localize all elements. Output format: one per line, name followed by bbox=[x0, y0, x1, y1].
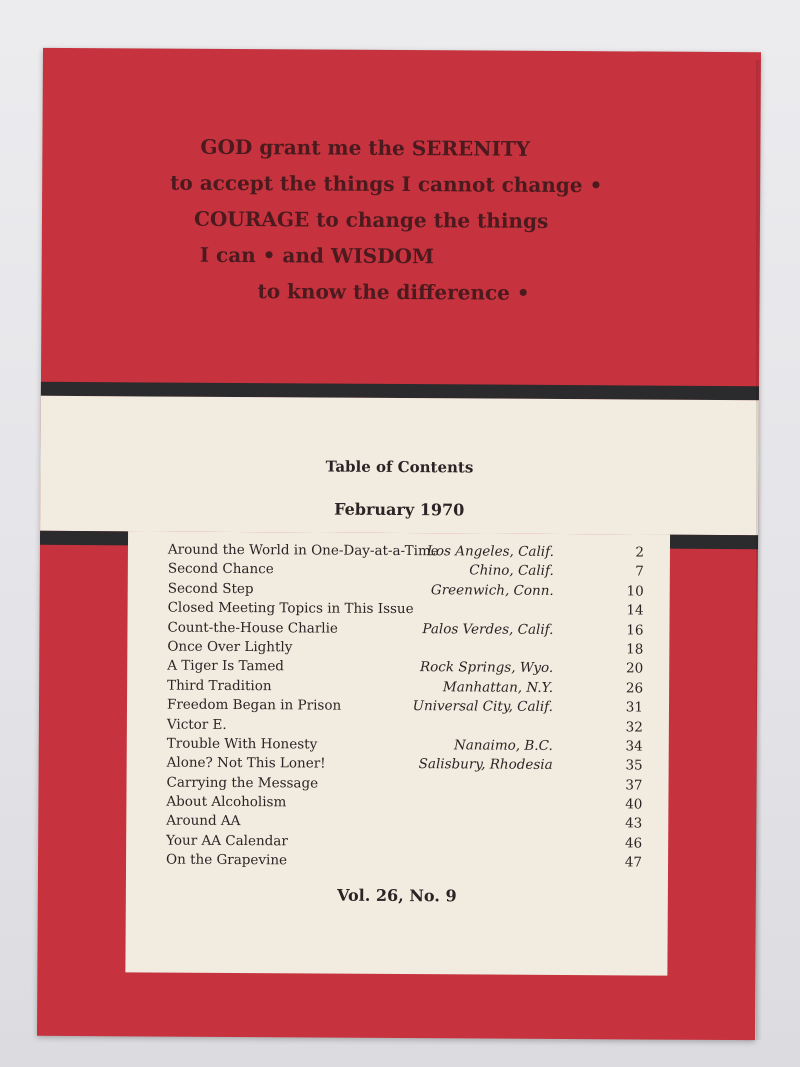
prayer-line: to know the difference • bbox=[257, 279, 530, 305]
toc-entry-place: Nanaimo, B.C. bbox=[453, 737, 553, 754]
toc-entry-title: On the Grapevine bbox=[166, 851, 288, 869]
toc-entry-place: Chino, Calif. bbox=[469, 562, 554, 580]
toc-entry-place: Salisbury, Rhodesia bbox=[418, 756, 553, 774]
toc-entry-place: Universal City, Calif. bbox=[412, 698, 554, 716]
toc-entry-page: 43 bbox=[625, 815, 643, 832]
toc-entry-title: Once Over Lightly bbox=[167, 638, 293, 656]
toc-title: Table of Contents bbox=[325, 457, 474, 477]
toc-entry-title: Second Chance bbox=[167, 560, 274, 578]
toc-entry-title: Third Tradition bbox=[167, 677, 272, 694]
toc-entry-page: 40 bbox=[625, 796, 643, 813]
toc-entry-title: Around AA bbox=[166, 813, 241, 830]
prayer-line: GOD grant me the SERENITY bbox=[200, 134, 531, 161]
toc-entry-place: Manhattan, N.Y. bbox=[442, 679, 554, 696]
toc-entry-page: 7 bbox=[635, 563, 644, 580]
toc-entry-page: 35 bbox=[625, 757, 643, 774]
toc-entry-page: 14 bbox=[626, 602, 644, 619]
back-cover bbox=[37, 48, 761, 1040]
toc-entry-title: Your AA Calendar bbox=[166, 832, 288, 850]
toc-entry-title: Freedom Began in Prison bbox=[166, 696, 342, 714]
toc-entry-title: Closed Meeting Topics in This Issue bbox=[167, 599, 414, 618]
toc-entry bbox=[166, 852, 642, 874]
toc-entry-place: Rock Springs, Wyo. bbox=[419, 659, 554, 677]
toc-entry-page: 32 bbox=[625, 718, 643, 736]
toc-entry-place: Greenwich, Conn. bbox=[430, 581, 554, 599]
toc-entry-page: 20 bbox=[626, 660, 644, 677]
divider-stripe-left bbox=[40, 531, 130, 546]
volume-number: Vol. 26, No. 9 bbox=[337, 885, 457, 906]
issue-date: February 1970 bbox=[334, 499, 465, 520]
toc-entry-place: Palos Verdes, Calif. bbox=[422, 620, 554, 638]
toc-entry-title: Victor E. bbox=[166, 716, 227, 733]
toc-entry-page: 34 bbox=[625, 738, 643, 755]
prayer-line: to accept the things I cannot change • bbox=[170, 170, 603, 198]
toc-entry-title: A Tiger Is Tamed bbox=[167, 657, 285, 675]
toc-list bbox=[166, 542, 644, 875]
toc-entry-page: 10 bbox=[626, 583, 644, 600]
toc-entry-title: Around the World in One-Day-at-a-Time bbox=[167, 541, 439, 560]
toc-entry-title: Alone? Not This Loner! bbox=[166, 754, 326, 772]
serenity-prayer bbox=[43, 128, 761, 305]
prayer-line: COURAGE to change the things bbox=[193, 206, 549, 233]
toc-entry-title: Second Step bbox=[167, 580, 254, 597]
toc-entry-page: 16 bbox=[626, 621, 644, 639]
toc-entry-place: Los Angeles, Calif. bbox=[426, 543, 555, 560]
divider-stripe-right bbox=[668, 535, 758, 550]
toc-entry-page: 47 bbox=[624, 854, 643, 871]
toc-entry-title: Carrying the Message bbox=[166, 774, 319, 792]
toc-entry-page: 2 bbox=[635, 544, 645, 561]
toc-entry-title: About Alcoholism bbox=[166, 793, 287, 811]
toc-entry-page: 18 bbox=[626, 641, 644, 658]
toc-entry-page: 37 bbox=[625, 777, 643, 794]
prayer-line: I can • and WISDOM bbox=[199, 242, 435, 269]
toc-entry-page: 31 bbox=[625, 699, 644, 716]
toc-entry-page: 46 bbox=[624, 835, 643, 852]
toc-entry-page: 26 bbox=[625, 680, 644, 697]
toc-entry-title: Count-the-House Charlie bbox=[167, 619, 339, 637]
toc-entry-title: Trouble With Honesty bbox=[166, 735, 318, 753]
cover-edge-shadow bbox=[756, 60, 762, 1040]
